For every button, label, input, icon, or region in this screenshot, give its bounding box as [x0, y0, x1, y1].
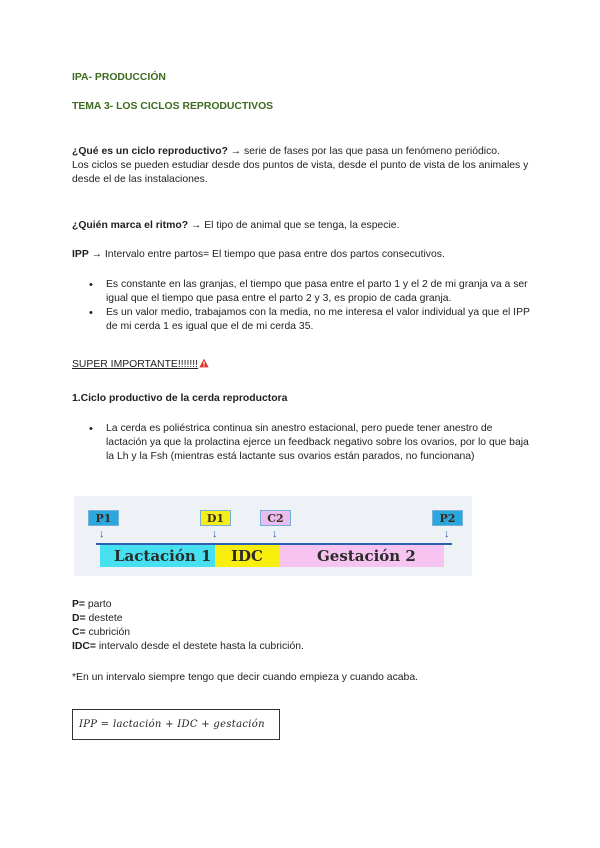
marker-c2: C2 — [260, 510, 291, 526]
marker-d1: D1 — [200, 510, 231, 526]
ipp-formula-box: IPP = lactación + IDC + gestación — [72, 709, 280, 740]
question-ciclo-answer: → serie de fases por las que pasa un fenómeno periódico. — [227, 146, 500, 157]
segment-gestacion: Gestación 2 — [279, 545, 444, 567]
legend-item: P= parto — [72, 599, 112, 610]
topic-title: TEMA 3- LOS CICLOS REPRODUCTIVOS — [72, 101, 274, 112]
legend-item: D= destete — [72, 613, 123, 624]
question-ritmo-answer: → El tipo de animal que se tenga, la especie. — [188, 220, 400, 231]
section-bullet-list — [72, 422, 534, 464]
list-item: • La cerda es poliéstrica continua sin anestro estacional, pero puede tener anestro de lactación ya que la prolactina ejerce un feedback negativo sobre los ovarios, por lo que baja la Lh y la Fsh (mientras está lactante sus ovarios están parados, no funcionana) — [72, 422, 534, 464]
legend — [72, 598, 532, 654]
interval-note: *En un intervalo siempre tengo que decir cuando empieza y cuando acaba. — [72, 672, 419, 683]
question-ritmo — [72, 219, 532, 233]
ipp-term: IPP — [72, 249, 89, 260]
question-ritmo-label: ¿Quién marca el ritmo? — [72, 220, 189, 231]
list-item: • Es un valor medio, trabajamos con la media, no me interesa el valor individual ya que el IPP de mi cerda 1 es igual que el de mi cerda 35. — [72, 306, 534, 334]
arrow-down-icon: ↓ — [212, 528, 218, 540]
question-ciclo-label: ¿Qué es un ciclo reproductivo? — [72, 146, 228, 157]
list-item: • Es constante en las granjas, el tiempo que pasa entre el parto 1 y el 2 de mi granja va a ser igual que el tiempo que pasa entre el parto 2 y 3, es propio de cada granja. — [72, 278, 534, 306]
question-ciclo-extra: Los ciclos se pueden estudiar desde dos puntos de vista, desde el punto de vista de los animales y desde el de las instalaciones. — [72, 160, 529, 185]
legend-item: IDC= intervalo desde el destete hasta la cubrición. — [72, 641, 304, 652]
segment-lactacion: Lactación 1 — [100, 545, 215, 567]
arrow-down-icon: ↓ — [272, 528, 278, 540]
question-ciclo-reproductivo — [72, 145, 532, 187]
ipp-definition-text: → Intervalo entre partos= El tiempo que pasa entre dos partos consecutivos. — [88, 249, 445, 260]
arrow-down-icon: ↓ — [99, 528, 105, 540]
ipp-definition — [72, 248, 532, 262]
section-heading: 1.Ciclo productivo de la cerda reproductora — [72, 393, 288, 404]
important-label: SUPER IMPORTANTE!!!!!!! — [72, 359, 199, 370]
segment-idc: IDC — [215, 545, 279, 567]
legend-item: C= cubrición — [72, 627, 131, 638]
ipp-bullet-list — [72, 278, 534, 334]
important-note — [72, 358, 532, 373]
marker-p2: P2 — [432, 510, 463, 526]
reproductive-cycle-diagram — [74, 496, 472, 576]
arrow-down-icon: ↓ — [444, 528, 450, 540]
warning-icon — [199, 358, 209, 373]
marker-p1: P1 — [88, 510, 119, 526]
document-title: IPA- PRODUCCIÓN — [72, 72, 166, 83]
